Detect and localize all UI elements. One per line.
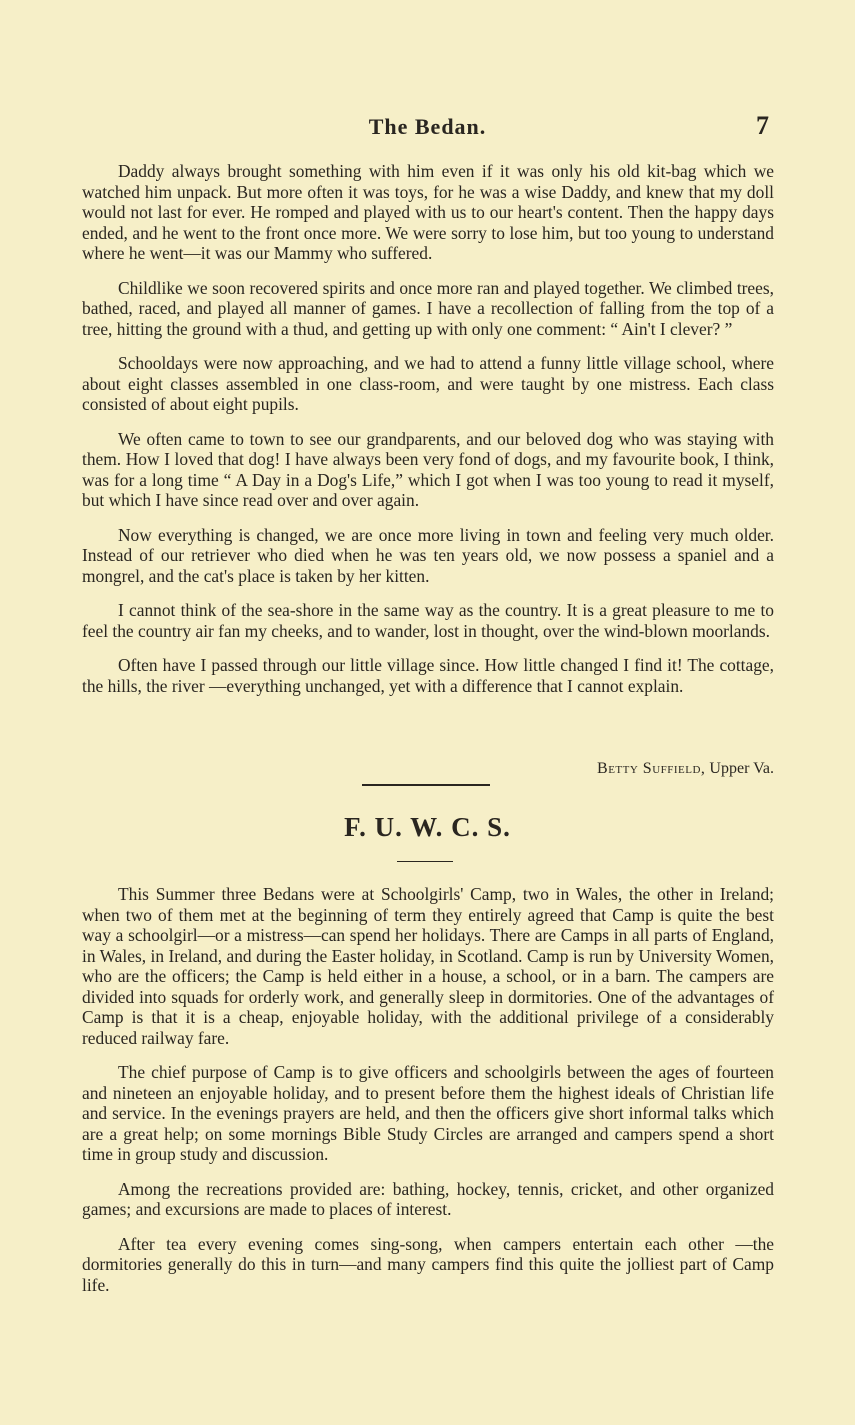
article-fuwcs	[82, 884, 774, 1295]
paragraph: Daddy always brought something with him even if it was only his old kit-bag which we watched him unpack. But more often it was toys, for he was a wise Daddy, and knew that my doll would not last for ever. He romped and played with us to our heart's content. Then the happy days ended, and he went to the front once more. We were sorry to lose him, but too young to understand where he went—it was our Mammy who suffered.	[82, 161, 774, 263]
paragraph: Schooldays were now approaching, and we had to attend a funny little village school, where about eight classes assembled in one class-room, and were taught by one mistress. Each class consisted of about eight pupils.	[82, 353, 774, 414]
author-signature	[420, 760, 774, 778]
paragraph: Among the recreations provided are: bathing, hockey, tennis, cricket, and other organized games; and excursions are made to places of interest.	[82, 1178, 774, 1219]
paragraph: This Summer three Bedans were at Schoolgirls' Camp, two in Wales, the other in Ireland; when two of them met at the beginning of term they entirely agreed that Camp is quite the best way a schoolgirl—or a mistress—can spend her holidays. There are Camps in all parts of England, in Wales, in Ireland, and during the Easter holiday, in Scotland. Camp is run by University Women, who are the officers; the Camp is held either in a house, a school, or in a barn. The campers are divided into squads for orderly work, and generally sleep in dormitories. One of the advantages of Camp is that it is a cheap, enjoyable holiday, with the additional privilege of a considerably reduced railway fare.	[82, 884, 774, 1048]
paragraph: After tea every evening comes sing-song, when campers entertain each other —the dormitories generally do this in turn—and many campers find this quite the jolliest part of Camp life.	[82, 1233, 774, 1295]
title-underline	[397, 861, 453, 862]
author-name: Betty Suffield,	[597, 760, 706, 777]
paragraph: The chief purpose of Camp is to give officers and schoolgirls between the ages of fourteen and nineteen an enjoyable holiday, and to present before them the highest ideals of Christian life and service. In the evenings prayers are held, and then the officers give short informal talks which are a great help; on some mornings Bible Study Circles are arranged and campers spend a short time in group study and discussion.	[82, 1062, 774, 1164]
paragraph: We often came to town to see our grandparents, and our beloved dog who was staying with them. How I loved that dog! I have always been very fond of dogs, and my favourite book, I think, was for a long time “ A Day in a Dog's Life,” which I got when I was too young to read it myself, but which I have since read over and over again.	[82, 428, 774, 510]
paragraph: Now everything is changed, we are once more living in town and feeling very much older. Instead of our retriever who died when he was ten years old, we now possess a spaniel and a mongrel, and the cat's place is taken by her kitten.	[82, 524, 774, 586]
section-divider	[362, 784, 490, 786]
page-number: 7	[756, 111, 769, 140]
author-form: Upper Va.	[705, 760, 774, 777]
magazine-title: The Bedan.	[368, 114, 487, 139]
running-head	[0, 111, 855, 144]
article-memoir	[82, 161, 774, 696]
section-title: F. U. W. C. S.	[344, 812, 511, 842]
paragraph: Childlike we soon recovered spirits and once more ran and played together. We climbed trees, bathed, raced, and played all manner of games. I have a recollection of falling from the top of a tree, hitting the ground with a thud, and getting up with only one comment: “ Ain't I clever? ”	[82, 277, 774, 339]
paragraph: I cannot think of the sea-shore in the same way as the country. It is a great pleasure to me to feel the country air fan my cheeks, and to wander, lost in thought, over the wind-blown moorlands.	[82, 600, 774, 641]
paragraph: Often have I passed through our little village since. How little changed I find it! The cottage, the hills, the river —everything unchanged, yet with a difference that I cannot explain.	[82, 655, 774, 696]
